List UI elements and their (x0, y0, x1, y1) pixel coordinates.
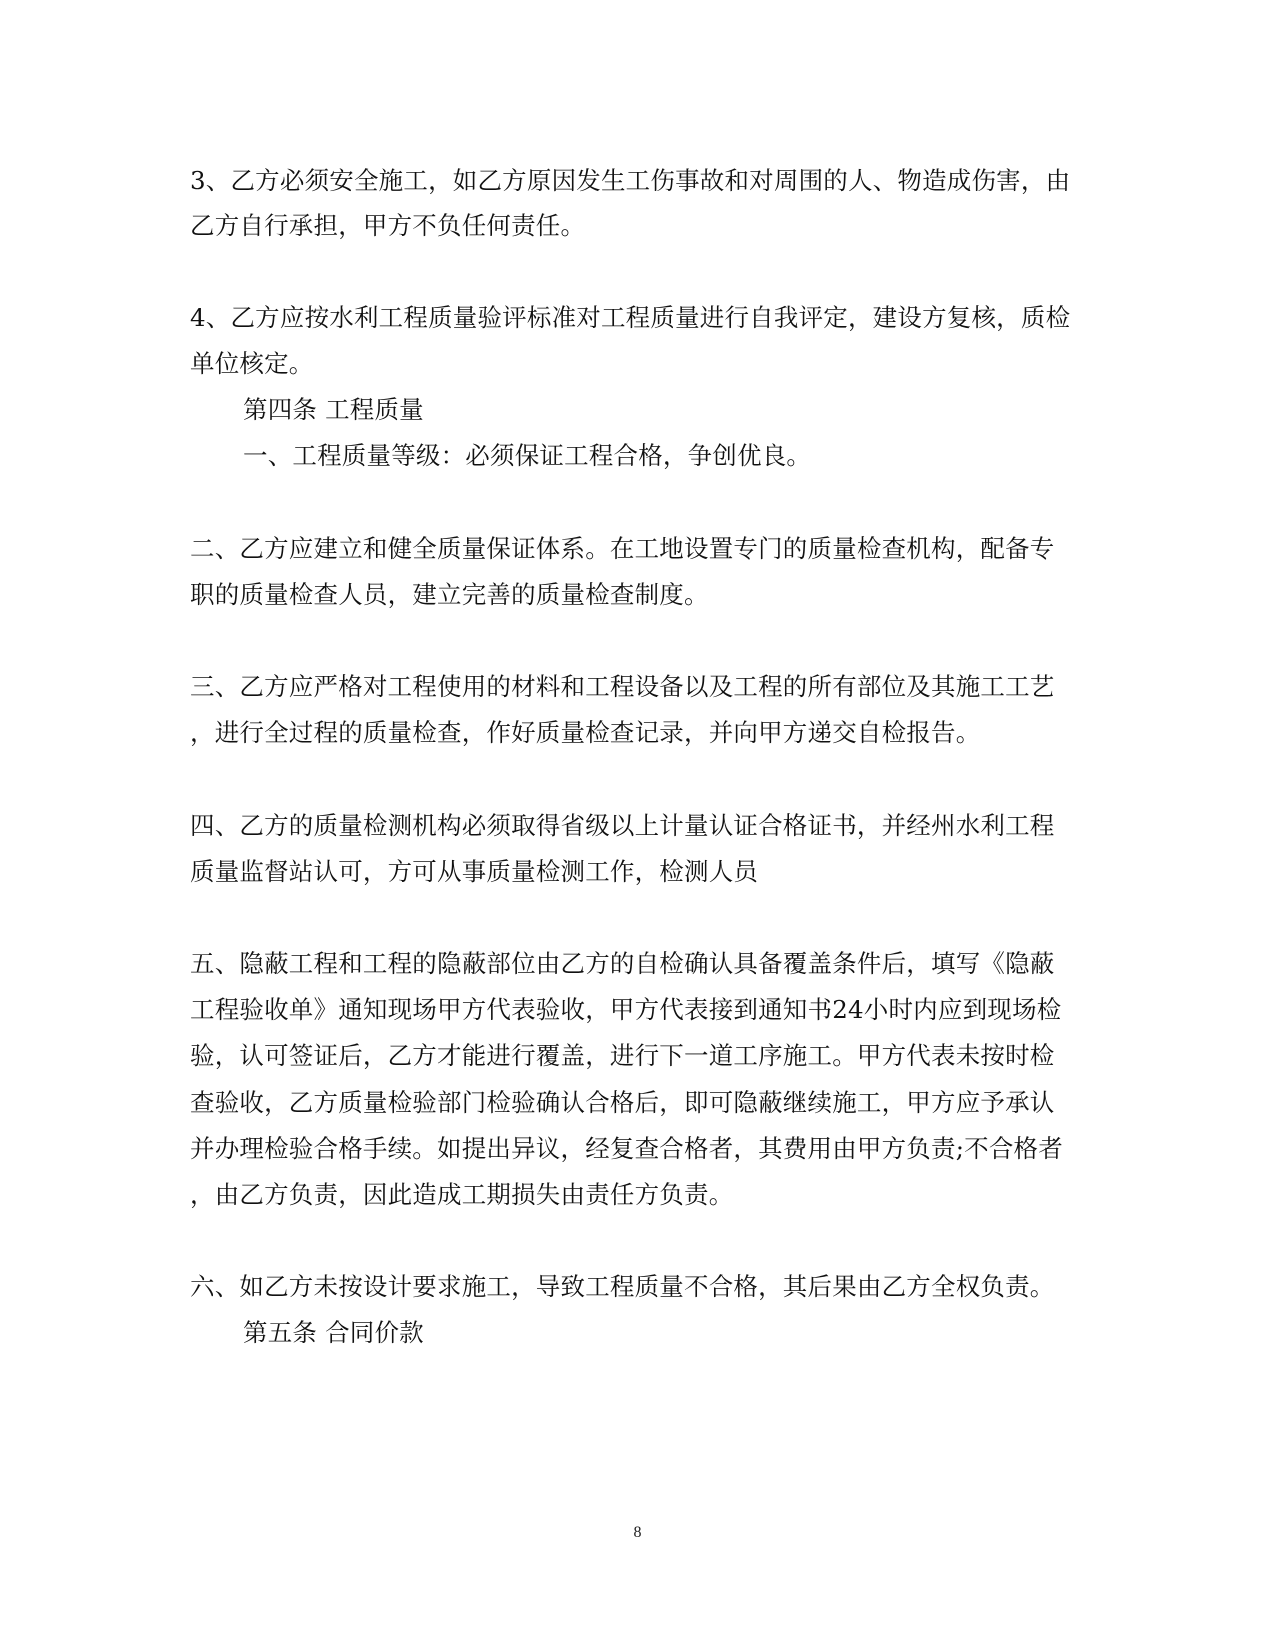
item-6-line-1: 六、如乙方未按设计要求施工，导致工程质量不合格，其后果由乙方全权负责。 (190, 1272, 1055, 1301)
item-5-line-2: 工程验收单》通知现场甲方代表验收，甲方代表接到通知书24小时内应到现场检 (190, 995, 1062, 1024)
paragraph-3-line-2: 乙方自行承担，甲方不负任何责任。 (190, 211, 586, 240)
item-5-line-3: 验，认可签证后，乙方才能进行覆盖，进行下一道工序施工。甲方代表未按时检 (190, 1041, 1055, 1070)
item-4-line-2: 质量监督站认可，方可从事质量检测工作，检测人员 (190, 857, 759, 886)
item-2-line-1: 二、乙方应建立和健全质量保证体系。在工地设置专门的质量检查机构，配备专 (190, 534, 1055, 563)
section-heading-article-4: 第四条 工程质量 (243, 395, 424, 424)
section-heading-article-5: 第五条 合同价款 (243, 1318, 424, 1347)
paragraph-4-line-2: 单位核定。 (190, 349, 314, 378)
item-3-line-1: 三、乙方应严格对工程使用的材料和工程设备以及工程的所有部位及其施工工艺 (190, 672, 1055, 701)
item-2-line-2: 职的质量检查人员，建立完善的质量检查制度。 (190, 580, 709, 609)
page-number: 8 (633, 1524, 642, 1541)
item-5-line-4: 查验收，乙方质量检验部门检验确认合格后，即可隐蔽继续施工，甲方应予承认 (190, 1088, 1055, 1117)
item-5-line-5: 并办理检验合格手续。如提出异议，经复查合格者，其费用由甲方负责;不合格者 (190, 1134, 1063, 1163)
item-5-line-1: 五、隐蔽工程和工程的隐蔽部位由乙方的自检确认具备覆盖条件后，填写《隐蔽 (190, 949, 1055, 978)
paragraph-3-line-1: 3、乙方必须安全施工，如乙方原因发生工伤事故和对周围的人、物造成伤害，由 (190, 166, 1071, 195)
item-3-line-2: ，进行全过程的质量检查，作好质量检查记录，并向甲方递交自检报告。 (190, 718, 981, 747)
paragraph-4-line-1: 4、乙方应按水利工程质量验评标准对工程质量进行自我评定，建设方复核，质检 (190, 303, 1071, 332)
item-4-line-1: 四、乙方的质量检测机构必须取得省级以上计量认证合格证书，并经州水利工程 (190, 811, 1055, 840)
item-5-line-6: ，由乙方负责，因此造成工期损失由责任方负责。 (190, 1180, 734, 1209)
quality-grade-line: 一、工程质量等级：必须保证工程合格，争创优良。 (243, 441, 812, 470)
